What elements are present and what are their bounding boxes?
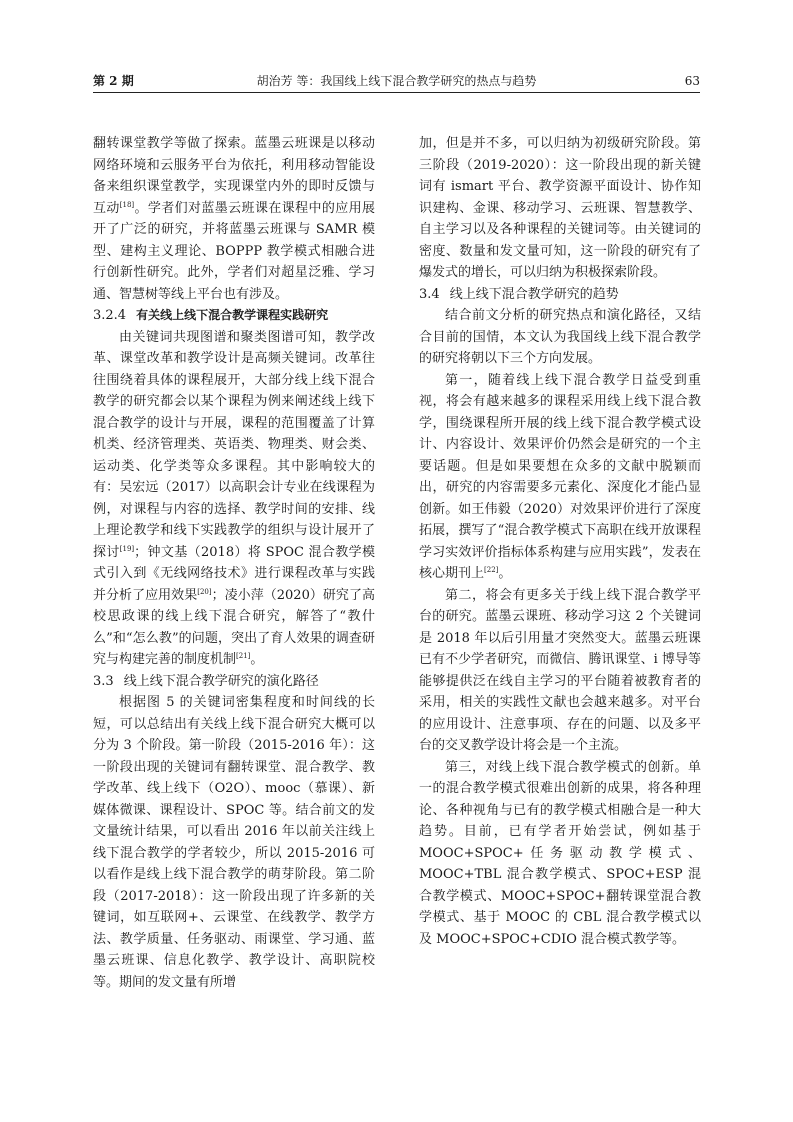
section-number: 3.3 (93, 673, 114, 689)
paragraph-text: 。 (498, 566, 512, 581)
paragraph: 加，但是并不多，可以归纳为初级研究阶段。第三阶段（2019-2020）：这一阶段出现的新关键词有 ismart 平台、教学资源平面设计、协作知识建构、金课、移动学习、云班课、智慧教学、自主学习以及各种课程的关键词等。由关键词的密度、数量和发文量可知，这一阶段的研究有了爆发式的增长，可以归纳为积极探索阶段。 (419, 136, 701, 280)
section-heading-3-2-4 (93, 305, 375, 327)
citation: [18] (119, 200, 135, 209)
right-column (419, 133, 701, 950)
section-title: 有关线上线下混合教学课程实践研究 (136, 308, 329, 322)
paragraph: 结合前文分析的研究热点和演化路径，又结合目前的国情，本文认为我国线上线下混合教学的研究将朝以下三个方向发展。 (419, 308, 701, 366)
issue-label: 第 2 期 (93, 74, 134, 88)
citation: [19] (119, 544, 135, 553)
running-header (93, 70, 700, 93)
running-title: 胡治芳 等：我国线上线下混合教学研究的热点与趋势 (256, 74, 537, 88)
paragraph-text: 由关键词共现图谱和聚类图谱可知，教学改革、课堂改革和教学设计是高频关键词。改革往往围绕着具体的课程展开，大部分线上线下混合教学的研究都会以某个课程为例来阐述线上线下混合教学的设计与开展，课程的范围覆盖了计算机类、经济管理类、英语类、物理类、财会类、运动类、化学类等众多课程。其中影响较大的有：吴宏远（2017）以高职会计专业在线课程为例，对课程与内容的选择、教学时间的安排、线上理论教学和线下实践教学的组织与设计展开了探讨 (93, 329, 375, 560)
section-number: 3.2.4 (93, 308, 127, 323)
paragraph-text: ；凌小萍（2020）研究了高校思政课的线上线下混合研究，解答了“教什么”和“怎么教”的问题，突出了育人效果的调查研究与构建完善的制度机制 (93, 587, 375, 667)
left-column (93, 133, 375, 993)
paragraph-text: ；钟文基（2018）将 SPOC 混合教学模式引入到《无线网络技术》进行课程改革与实践并分析了应用效果 (93, 544, 375, 603)
paragraph-text: 。 (250, 652, 264, 667)
paragraph (93, 133, 375, 305)
section-number: 3.4 (419, 286, 440, 302)
citation: [22] (484, 566, 499, 574)
paragraph: 第二，将会有更多关于线上线下混合教学平台的研究。蓝墨云课班、移动学习这 2 个关键词是 2018 年以后引用量才突然变大。蓝墨云班课已有不少学者研究，而微信、腾讯课堂、i 博导等能够提供泛在线自主学习的平台随着被教育者的采用，相关的实践性文献也会越来越多。对平台的应用设计、注意事项、存在的问题、以及多平台的交叉教学设计将会是一个主流。 (419, 587, 701, 753)
section-title: 线上线下混合教学研究的趋势 (449, 286, 619, 302)
section-title: 线上线下混合教学研究的演化路径 (123, 673, 319, 689)
section-heading-3-3 (93, 671, 375, 693)
paragraph-text: 第一，随着线上线下混合教学日益受到重视，将会有越来越多的课程采用线上线下混合教学，围绕课程所开展的线上线下混合教学模式设计、内容设计、效果评价仍然会是研究的一个主要话题。但是如果要想在众多的文献中脱颖而出，研究的内容需要多元素化、深度化才能凸显创新。如王伟毅（2020）对效果评价进行了深度拓展，撰写了“混合教学模式下高职在线开放课程学习实效评价指标体系构建与应用实践”，发表在核心期刊上 (419, 372, 701, 581)
citation: [20] (197, 587, 212, 596)
paragraph (93, 327, 375, 671)
page-number: 63 (684, 74, 700, 88)
paragraph (419, 370, 701, 585)
paragraph-text: 翻转课堂教学等做了探索。蓝墨云班课是以移动网络环境和云服务平台为依托，利用移动智能设备来组织课堂教学，实现课堂内外的即时反馈与互动 (93, 136, 375, 216)
paragraph: 第三，对线上线下混合教学模式的创新。单一的混合教学模式很难出创新的成果，将各种理论、各种视角与已有的教学模式相融合是一种大趋势。目前，已有学者开始尝试，例如基于 MOOC+SPOC+任务驱动教学模式、MOOC+TBL 混合教学模式、SPOC+ESP 混合教学模式、MOOC+SPOC+翻转课堂混合教学模式、基于 MOOC 的 CBL 混合教学模式以及 MOOC+SPOC+CDIO 混合模式教学等。 (419, 759, 701, 947)
paragraph: 根据图 5 的关键词密集程度和时间线的长短，可以总结出有关线上线下混合研究大概可以分为 3 个阶段。第一阶段（2015-2016 年）：这一阶段出现的关键词有翻转课堂、混合教学、教学改革、线上线下（O2O）、mooc（慕课）、新媒体微课、课程设计、SPOC 等。结合前文的发文量统计结果，可以看出 2016 年以前关注线上线下混合教学的学者较少，所以 2015-2016 可以看作是线上线下混合教学的萌芽阶段。第二阶段（2017-2018）：这一阶段出现了许多新的关键词，如互联网+、云课堂、在线教学、教学方法、教学质量、任务驱动、雨课堂、学习通、蓝墨云班课、信息化教学、教学设计、高职院校等。期间的发文量有所增 (93, 695, 375, 990)
section-heading-3-4 (419, 284, 701, 306)
citation: [21] (236, 652, 251, 660)
paragraph-text: 。学者们对蓝墨云班课在课程中的应用展开了广泛的研究，并将蓝墨云班课与 SAMR 模型、建构主义理论、BOPPP 教学模式相融合进行创新性研究。此外，学者们对超星泛雅、学习通、智慧树等线上平台也有涉及。 (93, 200, 375, 302)
